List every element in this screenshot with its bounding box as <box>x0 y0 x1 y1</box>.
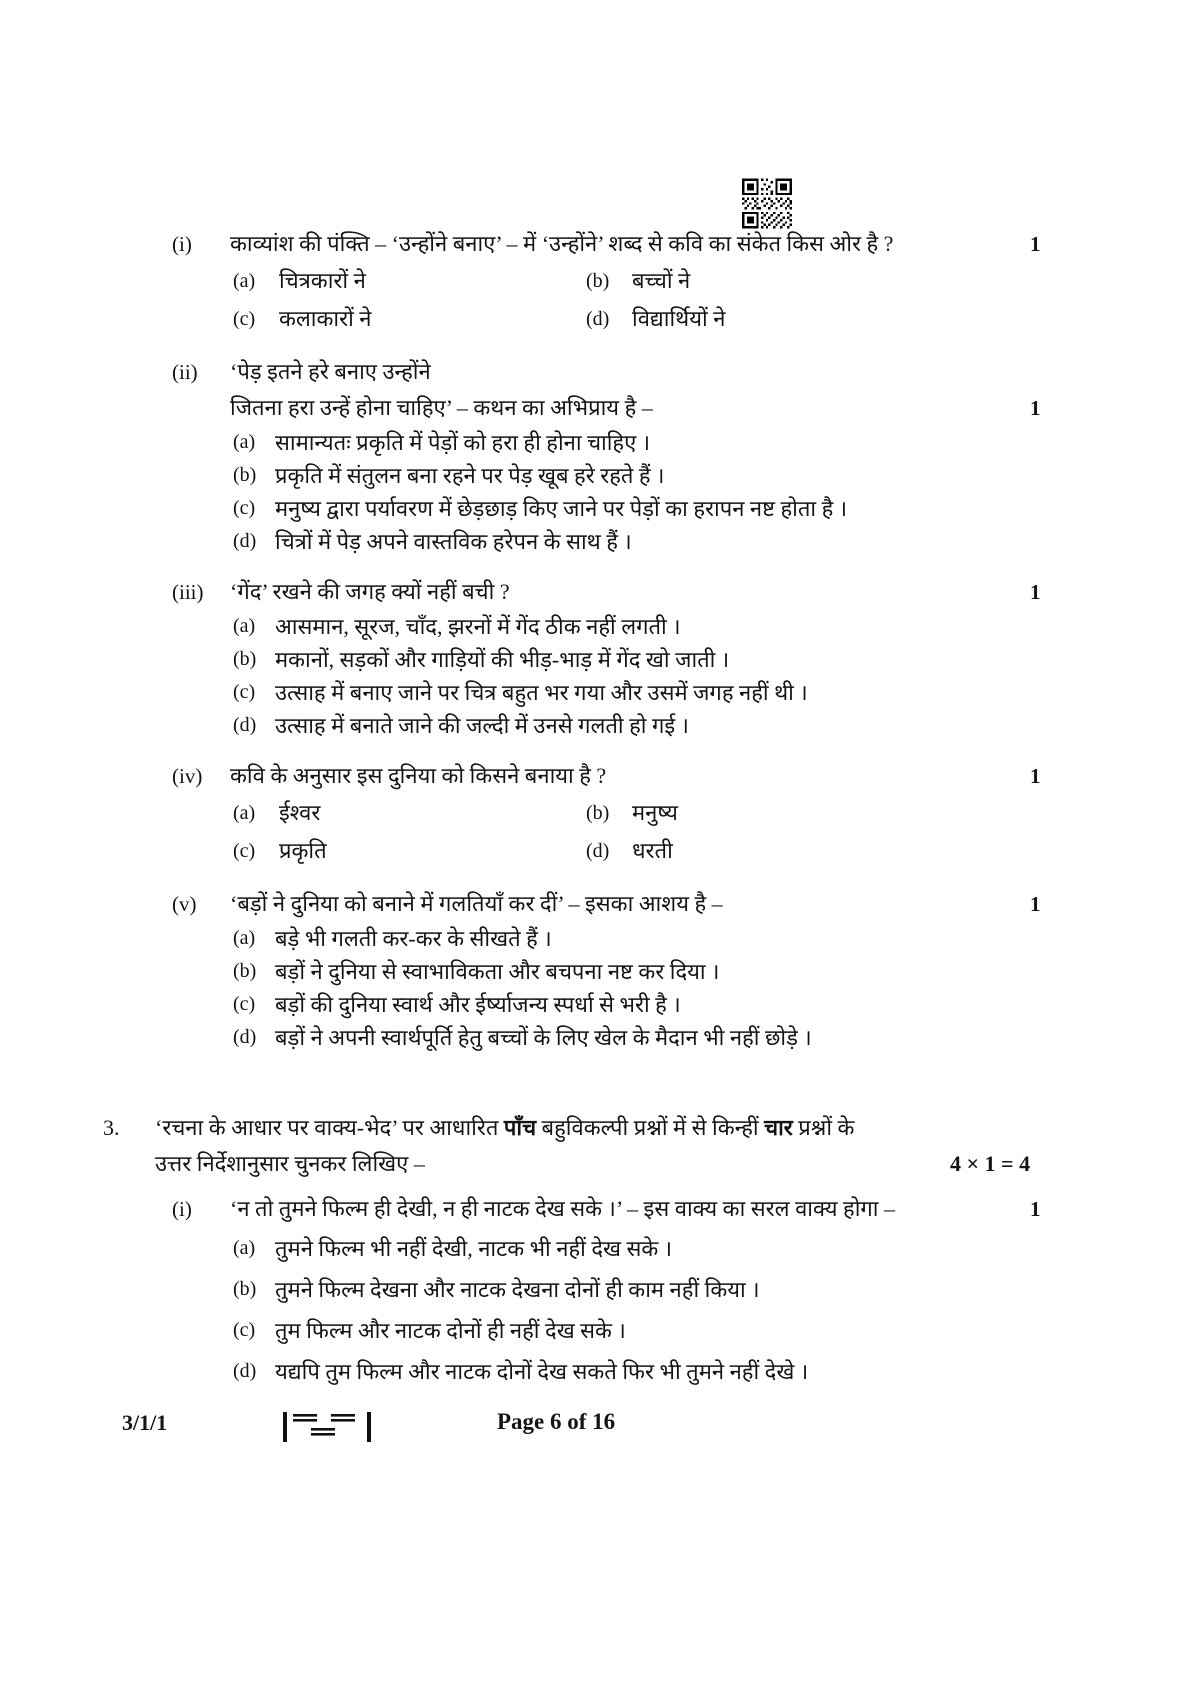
question-iii <box>172 574 1190 742</box>
options-list <box>233 262 1190 338</box>
marks-value: 1 <box>1030 232 1041 256</box>
question-3-intro-line2-row <box>103 1146 1190 1182</box>
option-3-i-b <box>233 1269 1190 1310</box>
option-text: तुमने फिल्म भी नहीं देखी, नाटक भी नहीं देख सके । <box>275 1236 673 1261</box>
paper-code: 3/1/1 <box>122 1410 168 1435</box>
option-text: विद्यार्थियों ने <box>632 306 726 331</box>
option-text: उत्साह में बनाते जाने की जल्दी में उनसे गलती हो गई । <box>275 713 690 738</box>
option-text: यद्यपि तुम फिल्म और नाटक दोनों देख सकते फिर भी तुमने नहीं देखे । <box>275 1359 809 1384</box>
option-ii-a <box>233 426 1190 459</box>
question-3-subquestions <box>172 1190 1190 1392</box>
option-iii-c <box>233 676 1190 709</box>
question-number: (i) <box>172 1197 192 1221</box>
question-text: ‘न तो तुमने फिल्म ही देखी, न ही नाटक देख सके ।’ – इस वाक्य का सरल वाक्य होगा – <box>230 1196 895 1221</box>
intro-text-part: बहुविकल्पी प्रश्नों में से किन्हीं <box>536 1115 765 1140</box>
marks-value: 1 <box>1030 1197 1041 1221</box>
option-label: (a) <box>233 615 256 637</box>
question-number: (ii) <box>172 360 198 384</box>
question-text: जितना हरा उन्हें होना चाहिए’ – कथन का अभिप्राय है – <box>230 395 653 420</box>
question-3-intro-line2: उत्तर निर्देशानुसार चुनकर लिखिए – <box>155 1151 425 1176</box>
option-i-b <box>586 262 1190 300</box>
option-text: बच्चों ने <box>632 268 691 293</box>
option-label: (b) <box>233 648 257 670</box>
question-v <box>172 886 1190 1054</box>
option-text: तुमने फिल्म देखना और नाटक देखना दोनों ही काम नहीं किया । <box>275 1277 760 1302</box>
bold-keyword: पाँच <box>503 1115 537 1140</box>
option-label: (d) <box>233 1026 257 1048</box>
question-text: ‘पेड़ इतने हरे बनाए उन्होंने <box>230 359 431 384</box>
option-v-c <box>233 988 1190 1021</box>
option-iv-d <box>586 832 1190 870</box>
option-label: (b) <box>233 1278 257 1300</box>
option-text: धरती <box>632 838 673 863</box>
options-list <box>233 426 1190 558</box>
option-text: मनुष्य द्वारा पर्यावरण में छेड़छाड़ किए जाने पर पेड़ों का हरापन नष्ट होता है । <box>275 496 848 521</box>
option-text: बड़ों ने अपनी स्वार्थपूर्ति हेतु बच्चों के लिए खेल के मैदान भी नहीं छोड़े । <box>275 1025 812 1050</box>
option-text: प्रकृति <box>279 838 327 863</box>
question-3-marks-formula: 4 × 1 = 4 <box>950 1151 1031 1176</box>
option-ii-b <box>233 459 1190 492</box>
page-number-label: Page 6 of 16 <box>497 1409 616 1434</box>
question-number: (i) <box>172 232 192 256</box>
marks-value: 1 <box>1030 580 1041 604</box>
question-text: कवि के अनुसार इस दुनिया को किसने बनाया है ? <box>230 763 607 788</box>
option-label: (c) <box>233 1319 256 1341</box>
option-label: (d) <box>586 840 610 862</box>
option-text: प्रकृति में संतुलन बना रहने पर पेड़ खूब हरे रहते हैं । <box>275 463 665 488</box>
question-ii <box>172 354 1190 558</box>
intro-text-part: ‘रचना के आधार पर वाक्य-भेद’ पर आधारित <box>155 1115 504 1140</box>
options-list <box>233 794 1190 870</box>
option-iv-a <box>233 794 586 832</box>
option-v-b <box>233 955 1190 988</box>
option-label: (a) <box>233 431 256 453</box>
option-label: (a) <box>233 270 256 292</box>
option-label: (c) <box>233 993 256 1015</box>
marks-value: 1 <box>1030 892 1041 916</box>
question-iv <box>172 758 1190 870</box>
question-i <box>172 226 1190 338</box>
option-text: आसमान, सूरज, चाँद, झरनों में गेंद ठीक नहीं लगती । <box>275 614 681 639</box>
question-ii-line1 <box>172 354 1190 390</box>
subquestion-list <box>172 226 1190 1054</box>
option-text: ईश्वर <box>279 800 321 825</box>
option-text: सामान्यतः प्रकृति में पेड़ों को हरा ही होना चाहिए । <box>275 430 651 455</box>
option-text: बड़े भी गलती कर-कर के सीखते हैं । <box>275 926 552 951</box>
option-v-a <box>233 922 1190 955</box>
qr-code-icon <box>742 177 792 230</box>
option-iv-b <box>586 794 1190 832</box>
options-list <box>233 610 1190 742</box>
question-text: ‘गेंद’ रखने की जगह क्यों नहीं बची ? <box>230 579 510 604</box>
option-label: (d) <box>233 1360 257 1382</box>
option-text: चित्रों में पेड़ अपने वास्तविक हरेपन के साथ हैं । <box>275 529 632 554</box>
question-number: (iv) <box>172 764 203 788</box>
option-text: उत्साह में बनाए जाने पर चित्र बहुत भर गया और उसमें जगह नहीं थी । <box>275 680 808 705</box>
option-label: (c) <box>233 308 256 330</box>
option-label: (c) <box>233 840 256 862</box>
option-label: (b) <box>233 464 257 486</box>
option-iv-c <box>233 832 586 870</box>
question-text: काव्यांश की पंक्ति – ‘उन्होंने बनाए’ – में ‘उन्होंने’ शब्द से कवि का संकेत किस ओर है ? <box>230 231 894 256</box>
question-iv-line1 <box>172 758 1190 794</box>
option-i-c <box>233 300 586 338</box>
question-3-intro-line1 <box>155 1110 854 1146</box>
question-3 <box>103 1110 1190 1392</box>
page-content <box>0 226 1190 1392</box>
question-iii-line1 <box>172 574 1190 610</box>
option-label: (c) <box>233 681 256 703</box>
option-text: मकानों, सड़कों और गाड़ियों की भीड़-भाड़ में गेंद खो जाती । <box>275 647 730 672</box>
option-3-i-d <box>233 1351 1190 1392</box>
option-3-i-a <box>233 1228 1190 1269</box>
question-3-i <box>172 1190 1190 1392</box>
option-iii-a <box>233 610 1190 643</box>
option-text: बड़ों की दुनिया स्वार्थ और ईर्ष्याजन्य स्पर्धा से भरी है । <box>275 992 681 1017</box>
option-label: (a) <box>233 1237 256 1259</box>
question-v-line1 <box>172 886 1190 922</box>
marks-value: 1 <box>1030 764 1041 788</box>
option-text: तुम फिल्म और नाटक दोनों ही नहीं देख सके । <box>275 1318 626 1343</box>
option-i-d <box>586 300 1190 338</box>
question-3-intro-line1-row <box>103 1110 1190 1146</box>
question-number <box>172 390 230 426</box>
option-label: (d) <box>586 308 610 330</box>
option-v-d <box>233 1021 1190 1054</box>
options-list <box>233 1228 1190 1392</box>
registration-mark-icon <box>283 1412 371 1442</box>
bold-keyword: चार <box>764 1115 793 1140</box>
option-text: कलाकारों ने <box>279 306 372 331</box>
option-text: मनुष्य <box>632 800 678 825</box>
option-label: (c) <box>233 497 256 519</box>
option-label: (b) <box>586 802 610 824</box>
option-3-i-c <box>233 1310 1190 1351</box>
option-label: (a) <box>233 802 256 824</box>
option-label: (b) <box>586 270 610 292</box>
intro-text-part: प्रश्नों के <box>792 1115 855 1140</box>
question-number: (v) <box>172 892 197 916</box>
option-label: (d) <box>233 530 257 552</box>
option-ii-c <box>233 492 1190 525</box>
option-label: (a) <box>233 927 256 949</box>
option-iii-b <box>233 643 1190 676</box>
question-3-i-line1 <box>172 1190 1190 1228</box>
options-list <box>233 922 1190 1054</box>
option-text: चित्रकारों ने <box>279 268 366 293</box>
option-i-a <box>233 262 586 300</box>
option-label: (d) <box>233 714 257 736</box>
option-iii-d <box>233 709 1190 742</box>
option-ii-d <box>233 525 1190 558</box>
question-3-number: 3. <box>103 1115 120 1140</box>
option-label: (b) <box>233 960 257 982</box>
question-i-line1 <box>172 226 1190 262</box>
question-ii-line2 <box>172 390 1190 426</box>
question-number: (iii) <box>172 580 204 604</box>
option-text: बड़ों ने दुनिया से स्वाभाविकता और बचपना नष्ट कर दिया । <box>275 959 720 984</box>
marks-value: 1 <box>1030 396 1041 420</box>
question-text: ‘बड़ों ने दुनिया को बनाने में गलतियाँ कर दीं’ – इसका आशय है – <box>230 891 723 916</box>
